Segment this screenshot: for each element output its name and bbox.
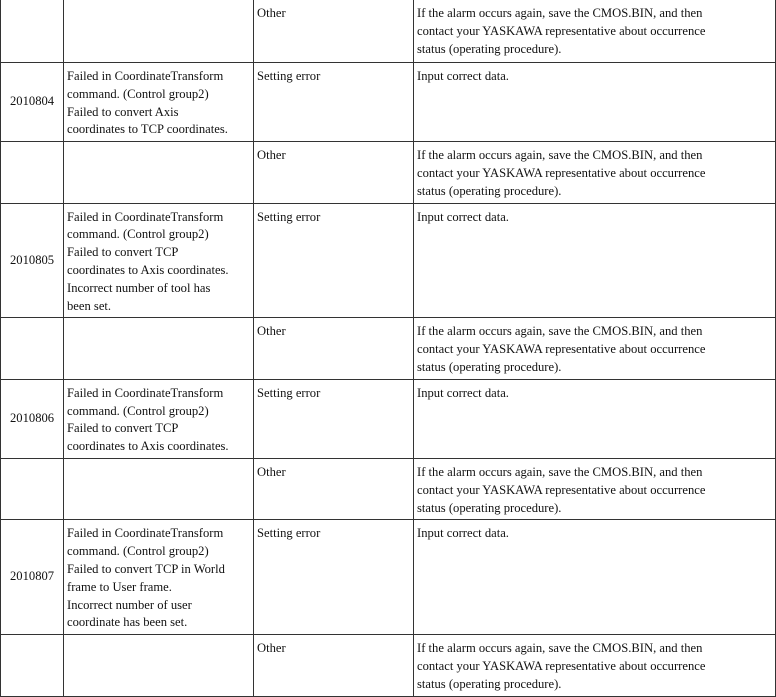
alarm-remedy-cell: Input correct data.	[414, 203, 776, 318]
table-row	[1, 635, 776, 696]
alarm-code-cell: 2010804	[1, 63, 64, 142]
alarm-code-cell	[1, 142, 64, 203]
alarm-description-cell: Failed in CoordinateTransform command. (Control group2) Failed to convert TCP coordinates to Axis coordinates.	[64, 379, 254, 458]
alarm-cause-cell: Setting error	[254, 520, 414, 635]
table-row	[1, 318, 776, 379]
alarm-code-cell: 2010806	[1, 379, 64, 458]
table-row	[1, 63, 776, 142]
alarm-remedy-cell: Input correct data.	[414, 63, 776, 142]
alarm-code-cell	[1, 458, 64, 519]
alarm-remedy-cell: If the alarm occurs again, save the CMOS.BIN, and then contact your YASKAWA representative about occurrence status (operating procedure).	[414, 318, 776, 379]
alarm-cause-cell: Other	[254, 142, 414, 203]
alarm-description-cell: Failed in CoordinateTransform command. (Control group2) Failed to convert Axis coordinates to TCP coordinates.	[64, 63, 254, 142]
alarm-remedy-cell: Input correct data.	[414, 379, 776, 458]
alarm-description-cell: Failed in CoordinateTransform command. (Control group2) Failed to convert TCP coordinates to Axis coordinates. Incorrect number of tool has been set.	[64, 203, 254, 318]
alarm-code-cell	[1, 318, 64, 379]
alarm-description-cell	[64, 635, 254, 696]
alarm-cause-cell: Setting error	[254, 379, 414, 458]
alarm-cause-cell: Other	[254, 0, 414, 63]
alarm-description-cell: Failed in CoordinateTransform command. (Control group2) Failed to convert TCP in World frame to User frame. Incorrect number of user coordinate has been set.	[64, 520, 254, 635]
alarm-cause-cell: Setting error	[254, 63, 414, 142]
alarm-cause-cell: Setting error	[254, 203, 414, 318]
alarm-description-cell	[64, 0, 254, 63]
alarm-code-cell	[1, 0, 64, 63]
alarm-code-cell	[1, 635, 64, 696]
alarm-remedy-cell: Input correct data.	[414, 520, 776, 635]
alarm-cause-cell: Other	[254, 458, 414, 519]
alarm-cause-cell: Other	[254, 318, 414, 379]
alarm-remedy-cell: If the alarm occurs again, save the CMOS.BIN, and then contact your YASKAWA representative about occurrence status (operating procedure).	[414, 458, 776, 519]
alarm-table-body	[1, 0, 776, 696]
table-row	[1, 142, 776, 203]
alarm-description-cell	[64, 458, 254, 519]
table-row	[1, 203, 776, 318]
alarm-cause-cell: Other	[254, 635, 414, 696]
alarm-description-cell	[64, 318, 254, 379]
alarm-code-cell: 2010807	[1, 520, 64, 635]
table-row	[1, 520, 776, 635]
table-row	[1, 458, 776, 519]
alarm-remedy-cell: If the alarm occurs again, save the CMOS.BIN, and then contact your YASKAWA representative about occurrence status (operating procedure).	[414, 635, 776, 696]
alarm-description-cell	[64, 142, 254, 203]
alarm-remedy-cell: If the alarm occurs again, save the CMOS.BIN, and then contact your YASKAWA representative about occurrence status (operating procedure).	[414, 142, 776, 203]
alarm-remedy-cell: If the alarm occurs again, save the CMOS.BIN, and then contact your YASKAWA representative about occurrence status (operating procedure).	[414, 0, 776, 63]
table-row	[1, 379, 776, 458]
alarm-code-cell: 2010805	[1, 203, 64, 318]
table-row	[1, 0, 776, 63]
